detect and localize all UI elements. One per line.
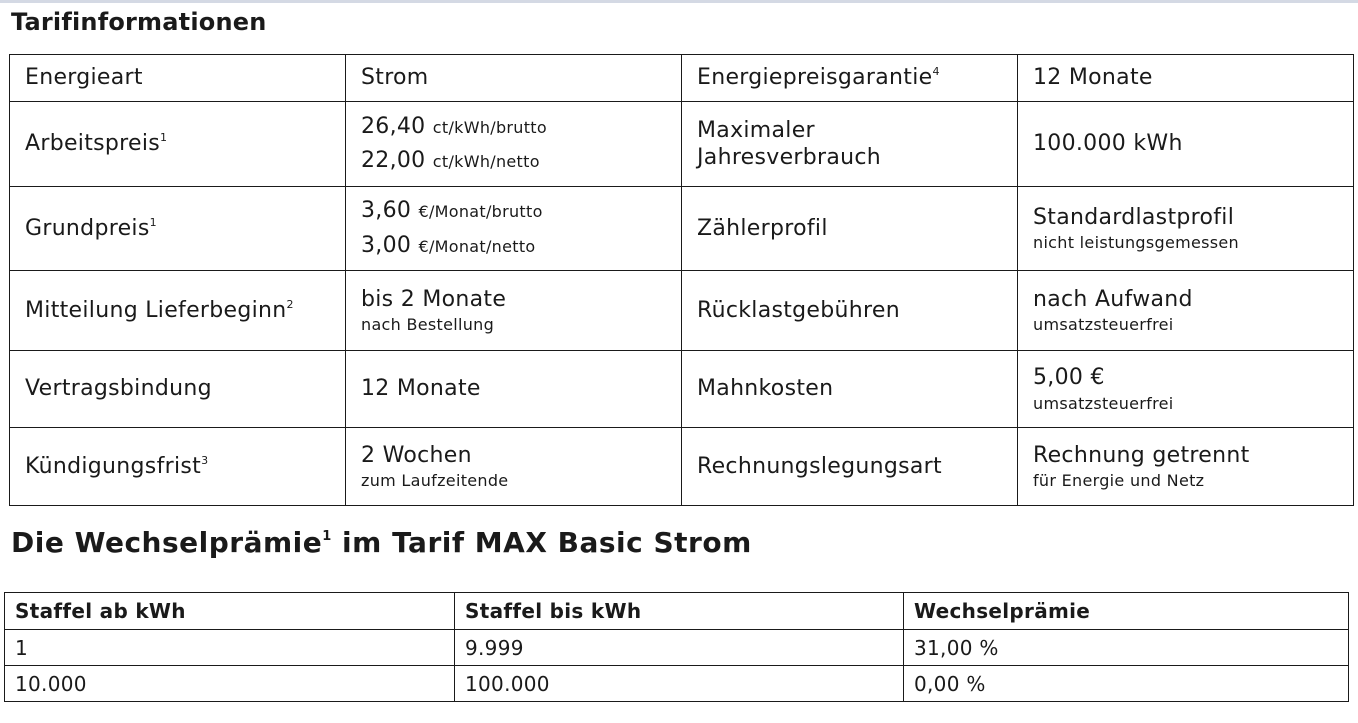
value-zaehlerprofil: Standardlastprofil nicht leistungsgemessen (1018, 187, 1354, 271)
table-row (10, 102, 1354, 187)
label-lieferbeginn: Mitteilung Lieferbeginn$^2$ (10, 271, 346, 351)
label-ruecklast: Rücklastgebühren (682, 271, 1018, 351)
table-row (10, 351, 1354, 428)
table-cell: 100.000 (455, 666, 904, 702)
table-cell: 1 (5, 630, 455, 666)
value-rechnung: Rechnung getrennt für Energie und Netz (1018, 428, 1354, 506)
label-kuendigung: Kündigungsfrist$^3$ (10, 428, 346, 506)
column-header-wechselpraemie: Wechselprämie (904, 593, 1349, 630)
value-preisgarantie: 12 Monate (1018, 55, 1354, 102)
table-row (10, 55, 1354, 102)
footnote-marker: 1 (322, 529, 332, 544)
value-arbeitspreis: 26,40 ct/kWh/brutto 22,00 ct/kWh/netto (346, 102, 682, 187)
footnote-marker: 2 (286, 297, 294, 311)
value-vertragsbindung: 12 Monate (346, 351, 682, 428)
label-mahnkosten: Mahnkosten (682, 351, 1018, 428)
table-row (5, 666, 1349, 702)
label-rechnung: Rechnungslegungsart (682, 428, 1018, 506)
value-kuendigung: 2 Wochen zum Laufzeitende (346, 428, 682, 506)
label-arbeitspreis: Arbeitspreis$^1$ (10, 102, 346, 187)
footnote-marker: 1 (149, 215, 157, 229)
label-jahresverbrauch: Maximaler Jahresverbrauch (682, 102, 1018, 187)
value-jahresverbrauch: 100.000 kWh (1018, 102, 1354, 187)
wechselpraemie-table (4, 592, 1349, 702)
table-row (10, 428, 1354, 506)
value-lieferbeginn: bis 2 Monate nach Bestellung (346, 271, 682, 351)
value-grundpreis: 3,60 €/Monat/brutto 3,00 €/Monat/netto (346, 187, 682, 271)
value-mahnkosten: 5,00 € umsatzsteuerfrei (1018, 351, 1354, 428)
label-zaehlerprofil: Zählerprofil (682, 187, 1018, 271)
table-cell: 9.999 (455, 630, 904, 666)
label-grundpreis: Grundpreis$^1$ (10, 187, 346, 271)
table-row (10, 187, 1354, 271)
table-cell: 31,00 % (904, 630, 1349, 666)
value-ruecklast: nach Aufwand umsatzsteuerfrei (1018, 271, 1354, 351)
value-energieart: Strom (346, 55, 682, 102)
footnote-marker: 1 (160, 131, 168, 145)
table-header-row (5, 593, 1349, 630)
section-title-wechselpraemie: Die Wechselprämie$^1$ im Tarif MAX Basic Strom (11, 526, 752, 559)
table-cell: 0,00 % (904, 666, 1349, 702)
label-energieart: Energieart (10, 55, 346, 102)
column-header-staffel-bis: Staffel bis kWh (455, 593, 904, 630)
column-header-staffel-ab: Staffel ab kWh (5, 593, 455, 630)
table-cell: 10.000 (5, 666, 455, 702)
footnote-marker: 4 (932, 65, 940, 79)
label-vertragsbindung: Vertragsbindung (10, 351, 346, 428)
top-border-line (0, 0, 1358, 3)
footnote-marker: 3 (201, 453, 209, 467)
label-preisgarantie: Energiepreisgarantie$^4$ (682, 55, 1018, 102)
table-row (10, 271, 1354, 351)
table-row (5, 630, 1349, 666)
tarif-info-table (9, 54, 1354, 506)
section-title-tarifinformationen: Tarifinformationen (11, 8, 267, 36)
